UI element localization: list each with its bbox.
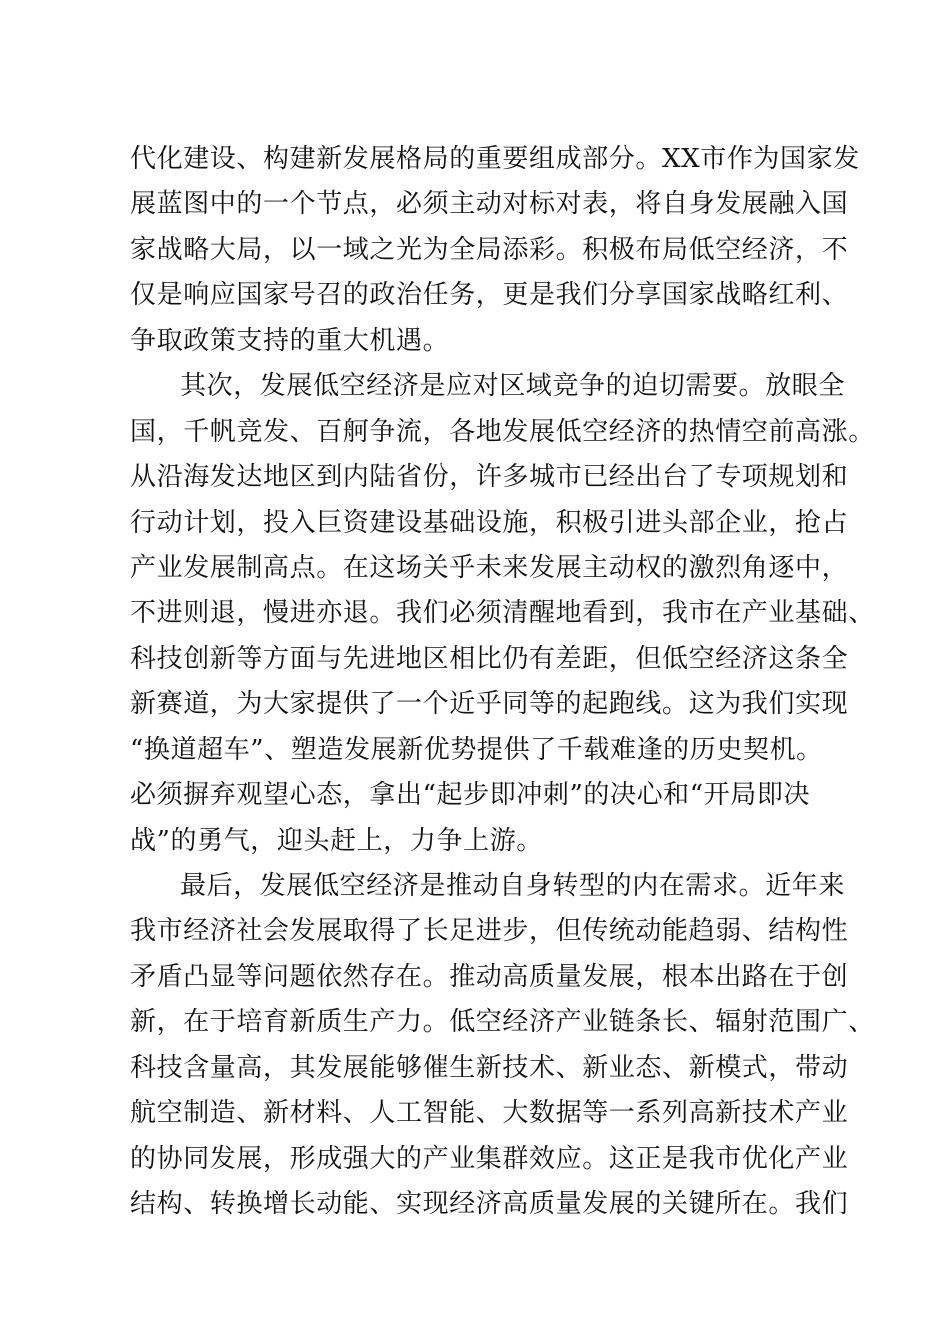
body-line: 从沿海发达地区到内陆省份，许多城市已经出台了专项规划和 bbox=[130, 462, 849, 493]
body-line: 家战略大局，以一域之光为全局添彩。积极布局低空经济，不 bbox=[130, 234, 849, 265]
body-line: 不进则退，慢进亦退。我们必须清醒地看到，我市在产业基础、 bbox=[130, 598, 875, 629]
body-line: 战”的勇气，迎头赶上，力争上游。 bbox=[130, 825, 543, 856]
body-line: 新赛道，为大家提供了一个近乎同等的起跑线。这为我们实现 bbox=[130, 689, 849, 720]
body-line: 结构、转换增长动能、实现经济高质量发展的关键所在。我们 bbox=[130, 1189, 849, 1220]
body-line: 科技含量高，其发展能够催生新技术、新业态、新模式，带动 bbox=[130, 1052, 849, 1083]
body-line: 科技创新等方面与先进地区相比仍有差距，但低空经济这条全 bbox=[130, 643, 849, 674]
body-line: 国，千帆竞发、百舸争流，各地发展低空经济的热情空前高涨。 bbox=[130, 416, 875, 447]
body-line: 行动计划，投入巨资建设基础设施，积极引进头部企业，抢占 bbox=[130, 507, 849, 538]
body-line: 新，在于培育新质生产力。低空经济产业链条长、辐射范围广、 bbox=[130, 1007, 875, 1038]
body-line: 仅是响应国家号召的政治任务，更是我们分享国家战略红利、 bbox=[130, 280, 849, 311]
body-line: 必须摒弃观望心态，拿出“起步即冲刺”的决心和“开局即决 bbox=[130, 780, 811, 811]
document-body bbox=[130, 137, 875, 1228]
body-line: 矛盾凸显等问题依然存在。推动高质量发展，根本出路在于创 bbox=[130, 961, 849, 992]
body-line: 争取政策支持的重大机遇。 bbox=[130, 325, 450, 356]
body-line: 航空制造、新材料、人工智能、大数据等一系列高新技术产业 bbox=[130, 1098, 849, 1129]
body-line: 代化建设、构建新发展格局的重要组成部分。XX市作为国家发 bbox=[130, 144, 860, 174]
body-line: 我市经济社会发展取得了长足进步，但传统动能趋弱、结构性 bbox=[130, 916, 849, 947]
body-line: 产业发展制高点。在这场关乎未来发展主动权的激烈角逐中， bbox=[130, 552, 849, 583]
body-line: 展蓝图中的一个节点，必须主动对标对表，将自身发展融入国 bbox=[130, 189, 849, 220]
paragraph-start-line: 其次，发展低空经济是应对区域竞争的迫切需要。放眼全 bbox=[180, 371, 846, 402]
body-line: 的协同发展，形成强大的产业集群效应。这正是我市优化产业 bbox=[130, 1143, 849, 1174]
body-line: “换道超车”、塑造发展新优势提供了千载难逢的历史契机。 bbox=[130, 734, 823, 765]
paragraph-start-line: 最后，发展低空经济是推动自身转型的内在需求。近年来 bbox=[180, 871, 846, 901]
